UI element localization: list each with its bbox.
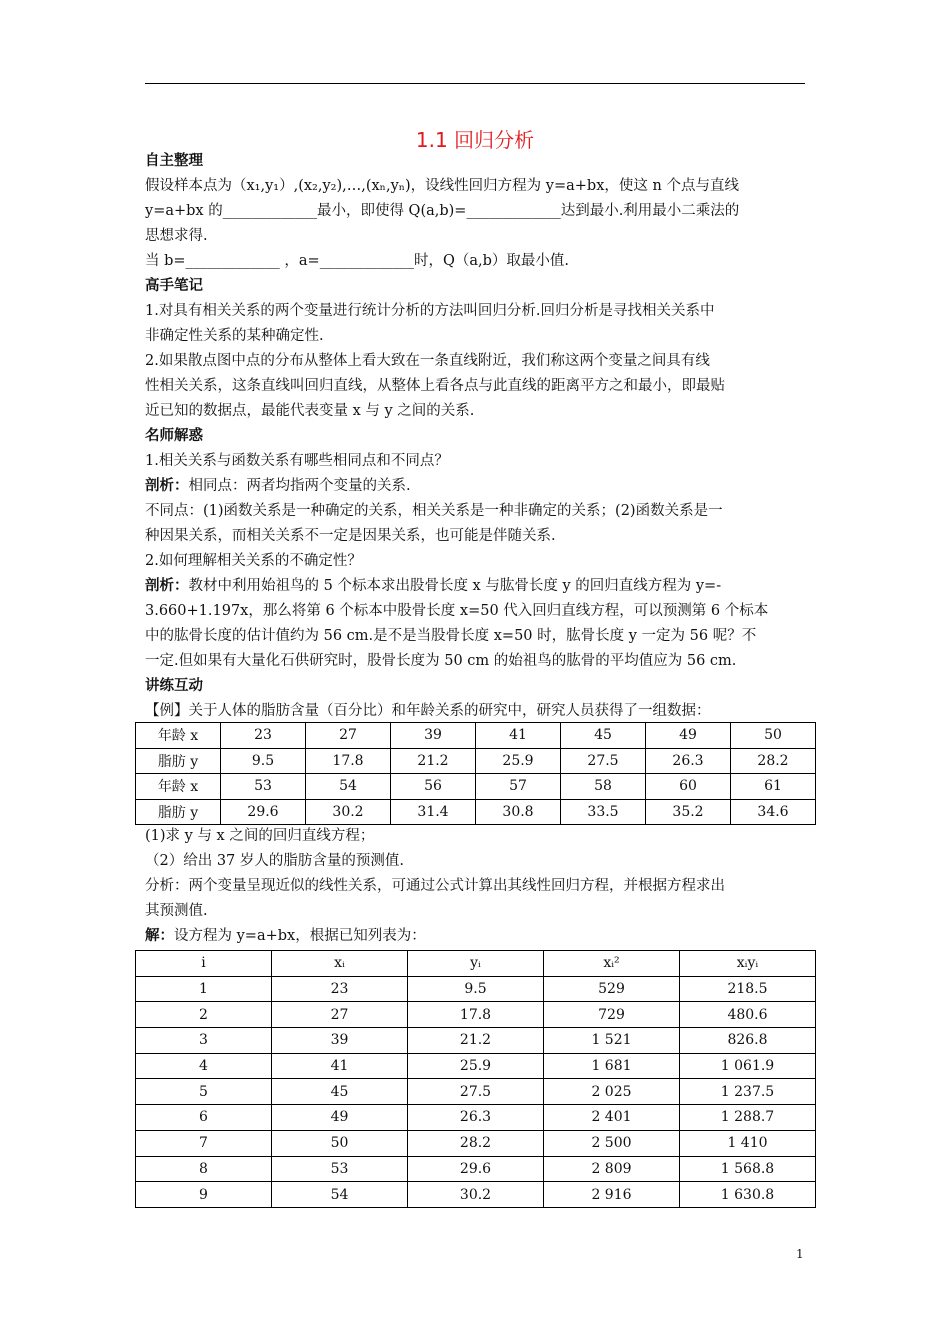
- table-cell: 9: [136, 1182, 272, 1208]
- line-text: 近已知的数据点，最能代表变量 x 与 y 之间的关系.: [145, 403, 475, 419]
- page-number: 1: [796, 1247, 804, 1261]
- text-line: [145, 349, 810, 374]
- text-line: [145, 224, 810, 249]
- table-cell: 826.8: [680, 1028, 816, 1054]
- text-line: [145, 899, 810, 924]
- table-cell: 529: [544, 976, 680, 1002]
- table-cell: 27: [272, 1002, 408, 1028]
- table-row: [136, 1053, 816, 1079]
- table-cell: 7: [136, 1130, 272, 1156]
- text-line: [145, 874, 810, 899]
- table-cell: 1 410: [680, 1130, 816, 1156]
- table-cell: 57: [476, 774, 561, 800]
- table-cell: 61: [731, 774, 816, 800]
- table-cell: 5: [136, 1079, 272, 1105]
- table-cell: 29.6: [408, 1156, 544, 1182]
- table-row: [136, 748, 816, 774]
- table-row: [136, 1079, 816, 1105]
- table-cell: 9.5: [408, 976, 544, 1002]
- table-cell: 2 500: [544, 1130, 680, 1156]
- text-block-solution: [145, 824, 810, 949]
- table-cell: 23: [221, 723, 306, 749]
- bold-label: 剖析：: [145, 578, 189, 594]
- line-text: 教材中利用始祖鸟的 5 个标本求出股骨长度 x 与肱骨长度 y 的回归直线方程为 y=-: [188, 578, 722, 594]
- table-cell: 45: [561, 723, 646, 749]
- section-heading: 自主整理: [145, 153, 203, 169]
- text-line: [145, 699, 810, 724]
- table-cell: xᵢyᵢ: [680, 951, 816, 977]
- line-text: 其预测值.: [145, 903, 208, 919]
- line-text: 中的肱骨长度的估计值约为 56 cm.是不是当股骨长度 x=50 时，肱骨长度 y 一定为 56 呢？不: [145, 628, 757, 644]
- table-cell: 27.5: [561, 748, 646, 774]
- line-text: （2）给出 37 岁人的脂肪含量的预测值.: [145, 853, 405, 869]
- table-cell: 31.4: [391, 799, 476, 825]
- table-cell: 58: [561, 774, 646, 800]
- table-row: [136, 951, 816, 977]
- table-row: [136, 723, 816, 749]
- line-text: 1.对具有相关关系的两个变量进行统计分析的方法叫回归分析.回归分析是寻找相关关系中: [145, 303, 715, 319]
- table-cell: 56: [391, 774, 476, 800]
- table-row: [136, 1105, 816, 1131]
- table-cell: 6: [136, 1105, 272, 1131]
- table-cell: 39: [391, 723, 476, 749]
- table-cell: 1 630.8: [680, 1182, 816, 1208]
- table-cell: 480.6: [680, 1002, 816, 1028]
- table-cell: i: [136, 951, 272, 977]
- table-cell: 729: [544, 1002, 680, 1028]
- table-cell: 4: [136, 1053, 272, 1079]
- text-block-intro: [145, 149, 810, 724]
- table-cell: 1: [136, 976, 272, 1002]
- table-cell: 30.8: [476, 799, 561, 825]
- line-text: 1.相关关系与函数关系有哪些相同点和不同点？: [145, 453, 449, 469]
- table-cell: 年龄 x: [136, 774, 221, 800]
- text-line: [145, 199, 810, 224]
- table-cell: 1 568.8: [680, 1156, 816, 1182]
- line-text: 假设样本点为（x₁,y₁）,(x₂,y₂),…,(xₙ,yₙ)，设线性回归方程为 y=a+bx，使这 n 个点与直线: [145, 178, 739, 194]
- table-cell: 45: [272, 1079, 408, 1105]
- line-text: 2.如果散点图中点的分布从整体上看大致在一条直线附近，我们称这两个变量之间具有线: [145, 353, 710, 369]
- table-cell: 49: [272, 1105, 408, 1131]
- text-line: [145, 524, 810, 549]
- text-line: [145, 299, 810, 324]
- table-cell: 28.2: [408, 1130, 544, 1156]
- table-cell: 26.3: [408, 1105, 544, 1131]
- table-cell: 30.2: [408, 1182, 544, 1208]
- line-text: 当 b=_____________ ，a=_____________时，Q（a,b）取最小值.: [145, 253, 569, 269]
- table-cell: 33.5: [561, 799, 646, 825]
- section-heading: 名师解惑: [145, 428, 203, 444]
- calculation-table: [135, 950, 816, 1208]
- text-line: [145, 549, 810, 574]
- table-cell: 26.3: [646, 748, 731, 774]
- table-cell: 39: [272, 1028, 408, 1054]
- text-line: [145, 649, 810, 674]
- table-cell: 2 025: [544, 1079, 680, 1105]
- table-cell: 50: [272, 1130, 408, 1156]
- table-cell: 50: [731, 723, 816, 749]
- text-line: [145, 824, 810, 849]
- table-cell: 1 288.7: [680, 1105, 816, 1131]
- table-cell: 25.9: [408, 1053, 544, 1079]
- table-cell: 2: [136, 1002, 272, 1028]
- table-cell: 27.5: [408, 1079, 544, 1105]
- header-rule: [145, 83, 805, 84]
- bold-label: 剖析：: [145, 478, 189, 494]
- line-text: (1)求 y 与 x 之间的回归直线方程；: [145, 828, 375, 844]
- text-line: [145, 624, 810, 649]
- line-text: 思想求得.: [145, 228, 208, 244]
- table-cell: 25.9: [476, 748, 561, 774]
- table-cell: 53: [221, 774, 306, 800]
- line-text: 设方程为 y=a+bx，根据已知列表为：: [174, 928, 426, 944]
- line-text: 2.如何理解相关关系的不确定性？: [145, 553, 362, 569]
- table-cell: 218.5: [680, 976, 816, 1002]
- table-cell: 34.6: [731, 799, 816, 825]
- line-text: 【例】关于人体的脂肪含量（百分比）和年龄关系的研究中，研究人员获得了一组数据：: [145, 703, 711, 719]
- table-row: [136, 774, 816, 800]
- line-text: 非确定性关系的某种确定性.: [145, 328, 324, 344]
- table-row: [136, 1130, 816, 1156]
- table-cell: 21.2: [391, 748, 476, 774]
- line-text: 分析：两个变量呈现近似的线性关系，可通过公式计算出其线性回归方程，并根据方程求出: [145, 878, 725, 894]
- table-cell: xᵢ²: [544, 951, 680, 977]
- table-cell: 27: [306, 723, 391, 749]
- table-cell: 2 401: [544, 1105, 680, 1131]
- table-cell: 54: [272, 1182, 408, 1208]
- table-cell: 1 521: [544, 1028, 680, 1054]
- table-cell: yᵢ: [408, 951, 544, 977]
- text-line: [145, 399, 810, 424]
- table-cell: 41: [272, 1053, 408, 1079]
- table-row: [136, 976, 816, 1002]
- page-title: 1.1 回归分析: [415, 128, 535, 152]
- line-text: 种因果关系，而相关关系不一定是因果关系，也可能是伴随关系.: [145, 528, 556, 544]
- table-cell: 23: [272, 976, 408, 1002]
- text-line: [145, 374, 810, 399]
- table-row: [136, 799, 816, 825]
- table-cell: 1 237.5: [680, 1079, 816, 1105]
- line-text: 3.660+1.197x，那么将第 6 个标本中股骨长度 x=50 代入回归直线方程，可以预测第 6 个标本: [145, 603, 769, 619]
- text-line: [145, 599, 810, 624]
- section-heading: 讲练互动: [145, 678, 203, 694]
- line-text: 性相关关系，这条直线叫回归直线，从整体上看各点与此直线的距离平方之和最小，即最贴: [145, 378, 725, 394]
- section-heading: 高手笔记: [145, 278, 203, 294]
- table-cell: 年龄 x: [136, 723, 221, 749]
- table-row: [136, 1182, 816, 1208]
- table-cell: 8: [136, 1156, 272, 1182]
- table-cell: 1 681: [544, 1053, 680, 1079]
- table-cell: 28.2: [731, 748, 816, 774]
- table-cell: 脂肪 y: [136, 799, 221, 825]
- table-cell: 3: [136, 1028, 272, 1054]
- line-text: 相同点：两者均指两个变量的关系.: [188, 478, 411, 494]
- table-cell: 41: [476, 723, 561, 749]
- line-text: 不同点：(1)函数关系是一种确定的关系，相关关系是一种非确定的关系；(2)函数关系是一: [145, 503, 723, 519]
- table-cell: 49: [646, 723, 731, 749]
- text-line: [145, 849, 810, 874]
- table-cell: 9.5: [221, 748, 306, 774]
- text-line: [145, 499, 810, 524]
- table-row: [136, 1002, 816, 1028]
- text-line: [145, 574, 810, 599]
- table-row: [136, 1156, 816, 1182]
- text-line: [145, 174, 810, 199]
- line-text: y=a+bx 的_____________最小，即使得 Q(a,b)=_____________达到最小.利用最小二乘法的: [145, 203, 740, 219]
- data-table-age-fat: [135, 722, 816, 825]
- table-cell: 1 061.9: [680, 1053, 816, 1079]
- text-line: [145, 474, 810, 499]
- table-row: [136, 1028, 816, 1054]
- table-cell: 60: [646, 774, 731, 800]
- table-cell: 17.8: [408, 1002, 544, 1028]
- text-line: [145, 249, 810, 274]
- table-cell: 2 809: [544, 1156, 680, 1182]
- table-cell: 2 916: [544, 1182, 680, 1208]
- table-cell: 53: [272, 1156, 408, 1182]
- text-line: [145, 449, 810, 474]
- table-cell: 脂肪 y: [136, 748, 221, 774]
- bold-label: 解：: [145, 928, 174, 944]
- table-cell: 30.2: [306, 799, 391, 825]
- line-text: 一定.但如果有大量化石供研究时，股骨长度为 50 cm 的始祖鸟的肱骨的平均值应为 56 cm.: [145, 653, 737, 669]
- table-cell: 21.2: [408, 1028, 544, 1054]
- table-cell: 35.2: [646, 799, 731, 825]
- table-cell: xᵢ: [272, 951, 408, 977]
- text-line: [145, 924, 810, 949]
- text-line: [145, 324, 810, 349]
- table-cell: 17.8: [306, 748, 391, 774]
- table-cell: 54: [306, 774, 391, 800]
- table-cell: 29.6: [221, 799, 306, 825]
